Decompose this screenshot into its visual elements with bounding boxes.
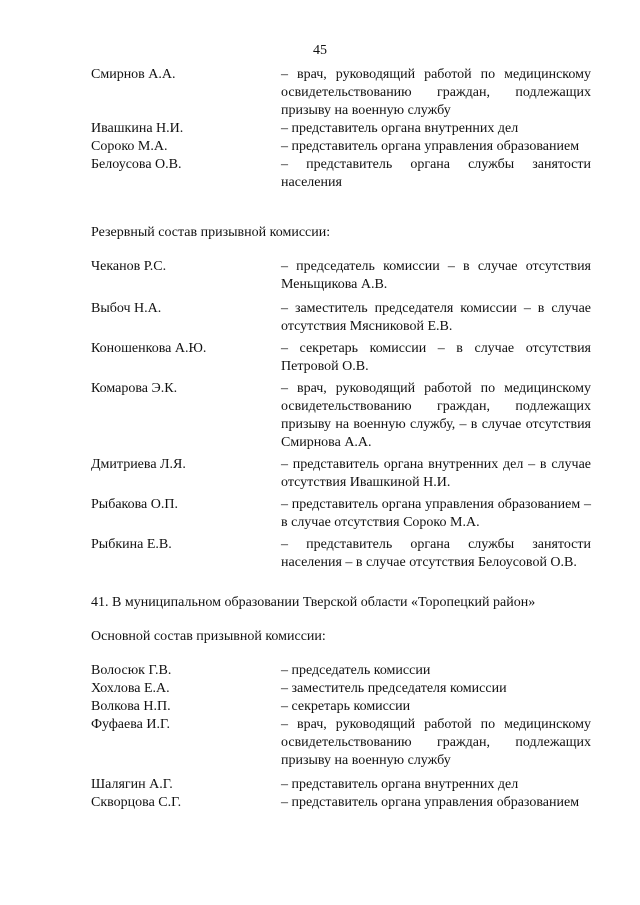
member-name: Белоусова О.В. xyxy=(91,157,182,172)
member-role: – представитель органа управления образованием – в случае отсутствия Сороко М.А. xyxy=(281,497,591,530)
member-role: – представитель органа управления образованием xyxy=(281,139,580,154)
member-row xyxy=(91,66,591,120)
main-heading: Основной состав призывной комиссии: xyxy=(91,629,326,644)
member-row xyxy=(91,138,591,156)
member-name: Выбоч Н.А. xyxy=(91,301,162,316)
member-name: Дмитриева Л.Я. xyxy=(91,457,186,472)
member-name: Чеканов Р.С. xyxy=(91,259,167,274)
member-name: Шалягин А.Г. xyxy=(91,777,173,792)
member-role: – представитель органа управления образованием xyxy=(281,795,580,810)
member-name: Смирнов А.А. xyxy=(91,67,176,82)
member-name: Фуфаева И.Г. xyxy=(91,717,170,732)
member-list-reserve xyxy=(91,258,591,572)
member-name: Ивашкина Н.И. xyxy=(91,121,184,136)
member-name: Рыбакова О.П. xyxy=(91,497,178,512)
member-name: Волосюк Г.В. xyxy=(91,663,172,678)
member-role: – представитель органа внутренних дел xyxy=(281,777,519,792)
reserve-heading: Резервный состав призывной комиссии: xyxy=(91,225,331,240)
member-role: – секретарь комиссии xyxy=(281,699,411,714)
member-row xyxy=(91,662,591,680)
member-role: – секретарь комиссии – в случае отсутствия Петровой О.В. xyxy=(281,341,591,374)
member-row xyxy=(91,794,591,812)
member-name: Сороко М.А. xyxy=(91,139,168,154)
member-name: Хохлова Е.А. xyxy=(91,681,170,696)
member-list-block1 xyxy=(91,66,591,192)
page-number: 45 xyxy=(313,43,327,58)
member-row xyxy=(91,456,591,492)
member-row xyxy=(91,380,591,452)
member-role: – представитель органа внутренних дел xyxy=(281,121,519,136)
member-row xyxy=(91,776,591,794)
member-name: Рыбкина Е.В. xyxy=(91,537,172,552)
document-body xyxy=(91,66,591,812)
member-role: – председатель комиссии xyxy=(281,663,431,678)
member-row xyxy=(91,680,591,698)
member-name: Скворцова С.Г. xyxy=(91,795,182,810)
member-row xyxy=(91,716,591,770)
member-role: – заместитель председателя комиссии xyxy=(281,681,507,696)
member-name: Коношенкова А.Ю. xyxy=(91,341,207,356)
member-role: – представитель органа внутренних дел – в случае отсутствия Ивашкиной Н.И. xyxy=(281,457,591,490)
member-role: – председатель комиссии – в случае отсутствия Меньщикова А.В. xyxy=(281,259,591,292)
member-role: – представитель органа службы занятости населения – в случае отсутствия Белоусовой О.В. xyxy=(281,537,591,570)
member-role: – врач, руководящий работой по медицинскому освидетельствованию граждан, подлежащих призыву на военную службу, – в случае отсутствия Смирнова А.А. xyxy=(281,381,591,450)
member-role: – врач, руководящий работой по медицинскому освидетельствованию граждан, подлежащих призыву на военную службу xyxy=(281,67,591,118)
member-row xyxy=(91,698,591,716)
section-heading: 41. В муниципальном образовании Тверской области «Торопецкий район» xyxy=(91,595,536,610)
member-row xyxy=(91,258,591,294)
member-name: Волкова Н.П. xyxy=(91,699,171,714)
member-list-main xyxy=(91,662,591,812)
member-row xyxy=(91,156,591,192)
member-name: Комарова Э.К. xyxy=(91,381,178,396)
member-row xyxy=(91,300,591,336)
member-role: – заместитель председателя комиссии – в случае отсутствия Мясниковой Е.В. xyxy=(281,301,591,334)
member-row xyxy=(91,496,591,532)
member-role: – врач, руководящий работой по медицинскому освидетельствованию граждан, подлежащих призыву на военную службу xyxy=(281,717,591,768)
member-role: – представитель органа службы занятости населения xyxy=(281,157,591,190)
member-row xyxy=(91,120,591,138)
member-row xyxy=(91,536,591,572)
member-row xyxy=(91,340,591,376)
